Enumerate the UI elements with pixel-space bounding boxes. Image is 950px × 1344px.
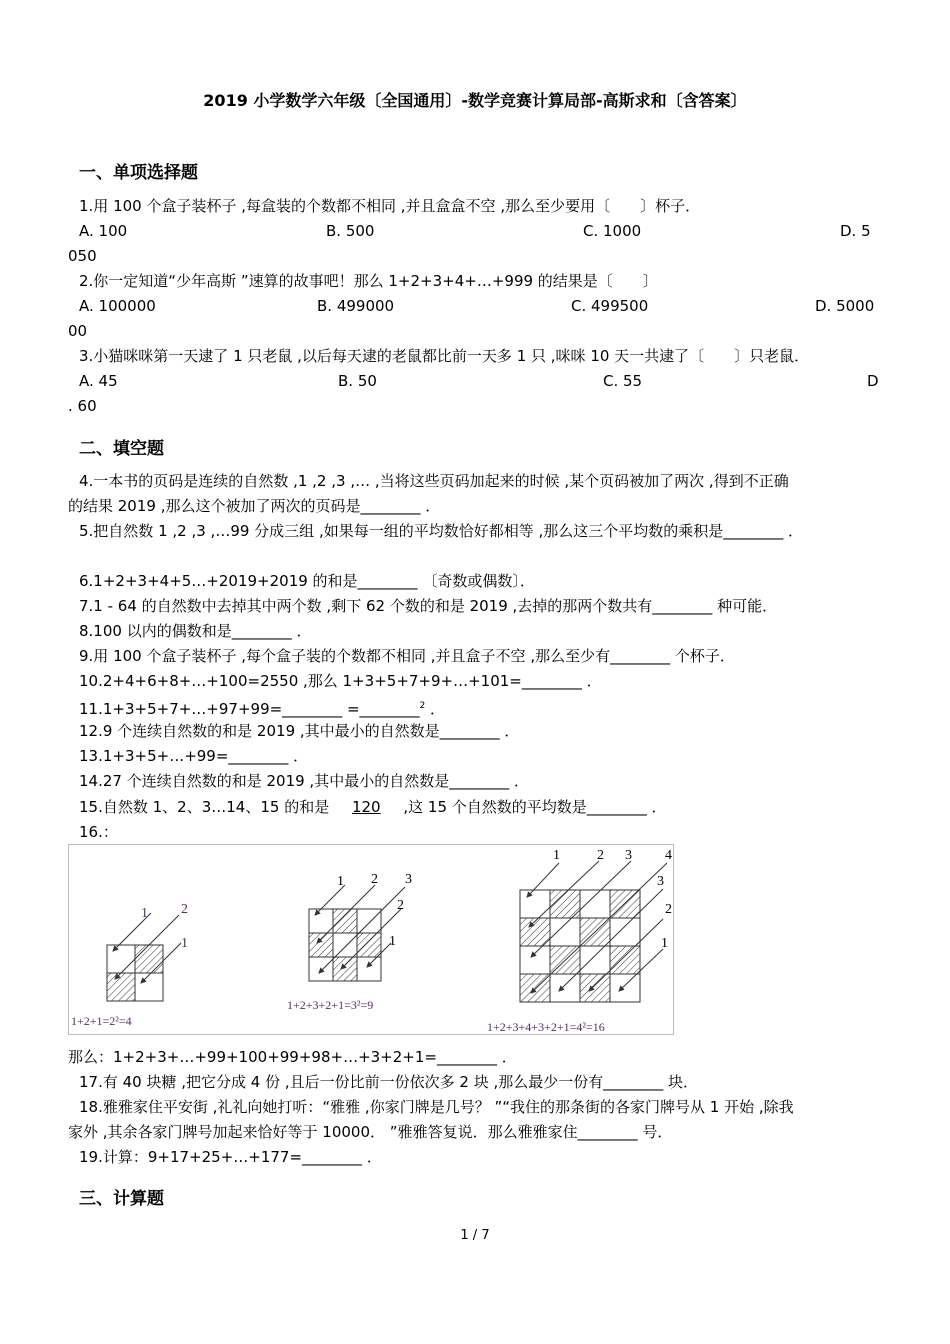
figure-2-label-1: 1	[337, 874, 344, 889]
question-15	[79, 797, 667, 817]
figure-1-label-2: 2	[181, 902, 188, 917]
q2-option-d-wrap: 00	[68, 322, 88, 340]
question-11-end: ．	[425, 700, 446, 718]
question-6: 6.1+2+3+4+5…+2019+2019 的和是________ 〔奇数或偶数〕．	[79, 572, 535, 590]
q1-option-a: A. 100	[79, 222, 128, 240]
figure-1-label-3: 1	[181, 936, 188, 951]
section-heading-1: 一、单项选择题	[79, 163, 198, 183]
figure-2-label-5: 1	[389, 934, 396, 949]
question-11	[79, 696, 445, 719]
question-7: 7.1 - 64 的自然数中去掉其中两个数 ,剩下 62 个数的和是 2019 ,去掉的那两个数共有________ 种可能．	[79, 597, 778, 615]
question-4-line2: 的结果 2019 ,那么这个被加了两次的页码是________ ．	[68, 497, 441, 515]
figure-3-label-7: 1	[661, 936, 668, 951]
q3-option-d-wrap: . 60	[68, 397, 97, 415]
q1-option-d-wrap: 050	[68, 247, 97, 265]
question-13: 13.1+3+5+…+99=________ ．	[79, 747, 309, 765]
question-17: 17.有 40 块糖 ,把它分成 4 份 ,且后一份比前一份依次多 2 块 ,那么最少一份有________ 块．	[79, 1073, 699, 1091]
figure-1-formula: 1+2+1=2²=4	[71, 1014, 132, 1028]
q3-option-b: B. 50	[338, 372, 377, 390]
figure-2-label-3: 3	[405, 872, 412, 887]
figure-3-label-2: 2	[597, 848, 604, 863]
figure-2-formula: 1+2+3+2+1=3²=9	[287, 998, 374, 1012]
question-8: 8.100 以内的偶数和是________ ．	[79, 622, 312, 640]
figure-3-label-3: 3	[625, 848, 632, 863]
figure-2-label-4: 2	[397, 898, 404, 913]
q2-option-a: A. 100000	[79, 297, 156, 315]
figure-4x4	[487, 848, 672, 1034]
q2-option-c: C. 499500	[571, 297, 649, 315]
question-18-line2: 家外 ,其余各家门牌号加起来恰好等于 10000． ”雅雅答复说．那么雅雅家住________ 号．	[68, 1123, 673, 1141]
q1-option-c: C. 1000	[583, 222, 642, 240]
figure-2-label-2: 2	[371, 872, 378, 887]
figure-3-label-5: 3	[657, 874, 664, 889]
question-10: 10.2+4+6+8+…+100=2550 ,那么 1+3+5+7+9+…+101=________ ．	[79, 672, 602, 690]
figure-3x3	[287, 872, 412, 1012]
question-16-label: 16.：	[79, 823, 118, 841]
page-number: 1 / 7	[460, 1228, 490, 1243]
q1-option-b: B. 500	[326, 222, 375, 240]
question-15-answer: 120	[351, 798, 381, 816]
question-19: 19.计算：9+17+25+…+177=________ ．	[79, 1148, 382, 1166]
figure-3-formula: 1+2+3+4+3+2+1=4²=16	[487, 1020, 605, 1034]
gauss-square-figure	[68, 844, 674, 1035]
figure-3-label-1: 1	[553, 848, 560, 863]
figure-3-label-4: 4	[665, 848, 672, 863]
figure-2x2	[71, 902, 188, 1028]
question-5: 5.把自然数 1 ,2 ,3 ,…99 分成三组 ,如果每一组的平均数恰好都相等 ,那么这三个平均数的乘积是________ ．	[79, 522, 804, 540]
question-14: 14.27 个连续自然数的和是 2019 ,其中最小的自然数是________ ．	[79, 772, 529, 790]
q3-option-c: C. 55	[603, 372, 643, 390]
question-4-line1: 4.一本书的页码是连续的自然数 ,1 ,2 ,3 ,… ,当将这些页码加起来的时候 ,某个页码被加了两次 ,得到不正确	[79, 472, 789, 490]
question-11-sup: 2	[419, 701, 426, 711]
question-15-post: ,这 15 个自然数的平均数是________ ．	[398, 798, 667, 816]
q3-option-a: A. 45	[79, 372, 118, 390]
q2-option-b: B. 499000	[317, 297, 395, 315]
question-1: 1.用 100 个盒子装杯子 ,每盒装的个数都不相同 ,并且盒盒不空 ,那么至少要用〔 〕杯子．	[79, 197, 701, 215]
question-3: 3.小猫咪咪第一天逮了 1 只老鼠 ,以后每天逮的老鼠都比前一天多 1 只 ,咪咪 10 天一共逮了〔 〕只老鼠．	[79, 347, 810, 365]
question-18-line1: 18.雅雅家住平安街 ,礼礼向她打听：“雅雅 ,你家门牌是几号？ ”“我住的那条街的各家门牌号从 1 开始 ,除我	[79, 1098, 794, 1116]
figure-1-label-1: 1	[141, 906, 148, 921]
section-heading-3: 三、计算题	[79, 1189, 164, 1209]
question-11-text: 11.1+3+5+7+…+97+99=________ =________	[79, 700, 420, 718]
question-15-pre: 15.自然数 1、2、3…14、15 的和是	[79, 798, 334, 816]
question-2: 2.你一定知道“少年高斯 ”速算的故事吧！那么 1+2+3+4+…+999 的结果是〔 〕	[79, 272, 658, 290]
question-16-text: 那么：1+2+3+…+99+100+99+98+…+3+2+1=________ ．	[68, 1048, 517, 1066]
question-9: 9.用 100 个盒子装杯子 ,每个盒子装的个数都不相同 ,并且盒子不空 ,那么至少有________ 个杯子．	[79, 647, 735, 665]
question-12: 12.9 个连续自然数的和是 2019 ,其中最小的自然数是________ ．	[79, 722, 520, 740]
q3-option-d: D	[867, 372, 879, 390]
q1-option-d: D. 5	[840, 222, 871, 240]
page-title: 2019 小学数学六年级〔全国通用〕-数学竞赛计算局部-高斯求和〔含答案〕	[203, 91, 747, 110]
q2-option-d: D. 5000	[815, 297, 875, 315]
figure-3-label-6: 2	[665, 902, 672, 917]
section-heading-2: 二、填空题	[79, 439, 164, 459]
